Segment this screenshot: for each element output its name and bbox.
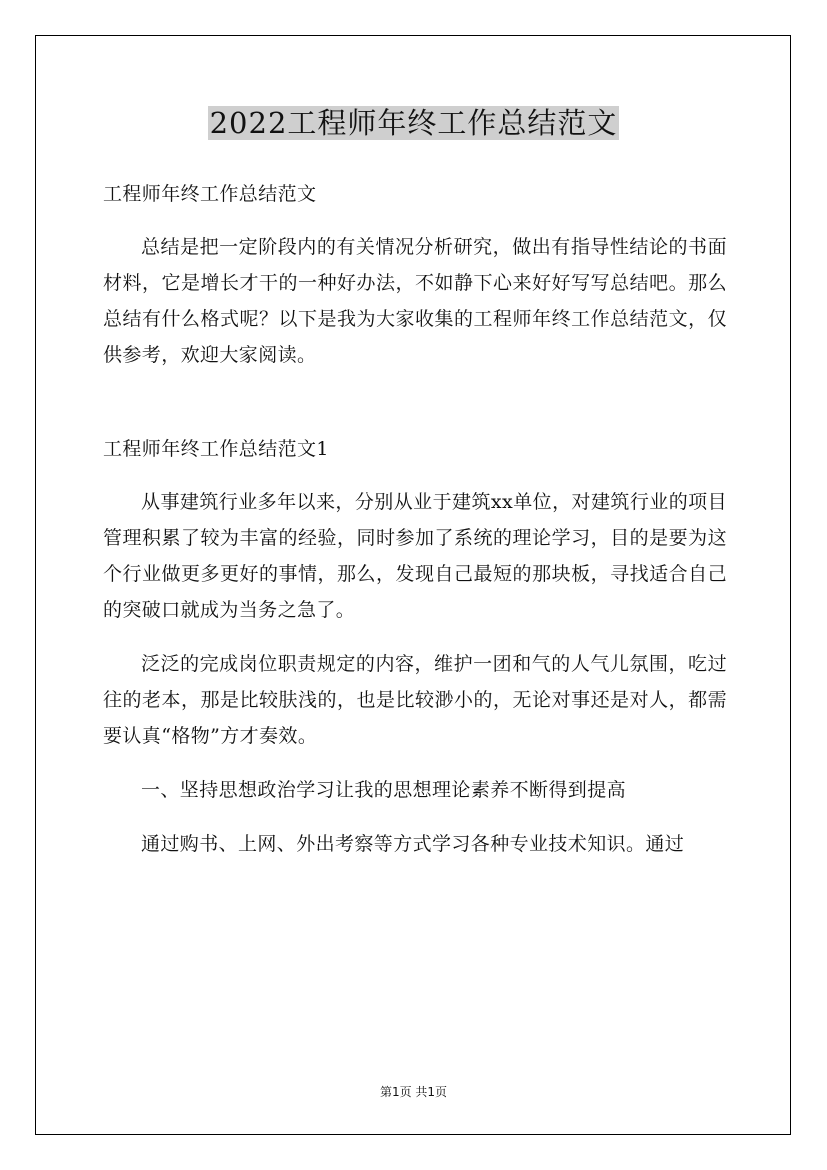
paragraph-spacer-1 [103,628,727,646]
intro-paragraph: 总结是把一定阶段内的有关情况分析研究，做出有指导性结论的书面材料，它是增长才干的一种好办法，不如静下心来好好写写总结吧。那么总结有什么格式呢？以下是我为大家收集的工程师年终工作总结范文，仅供参考，欢迎大家阅读。 [103,236,727,366]
document-subtitle: 工程师年终工作总结范文 [103,183,317,205]
page-number-text: 第1页 共1页 [379,1085,448,1099]
section-heading: 工程师年终工作总结范文1 [103,438,329,460]
paragraph-spacer-2 [103,754,727,772]
document-body [103,176,727,862]
paragraph-1: 从事建筑行业多年以来，分别从业于建筑xx单位，对建筑行业的项目管理积累了较为丰富的经验，同时参加了系统的理论学习，目的是要为这个行业做更多更好的事情，那么，发现自己最短的那块板，寻找适合自己的突破口就成为当务之急了。 [103,491,727,621]
document-title-text: 2022工程师年终工作总结范文 [209,106,618,140]
paragraph-spacer-3 [103,808,727,826]
paragraph-2: 泛泛的完成岗位职责规定的内容，维护一团和气的人气儿氛围，吃过往的老本，那是比较肤浅的，也是比较渺小的，无论对事还是对人，都需要认真“格物”方才奏效。 [103,653,727,747]
paragraph-4: 通过购书、上网、外出考察等方式学习各种专业技术知识。通过 [141,833,685,855]
paragraph-3-heading: 一、坚持思想政治学习让我的思想理论素养不断得到提高 [141,779,627,801]
document-title [0,104,827,142]
page-footer [0,1083,827,1100]
